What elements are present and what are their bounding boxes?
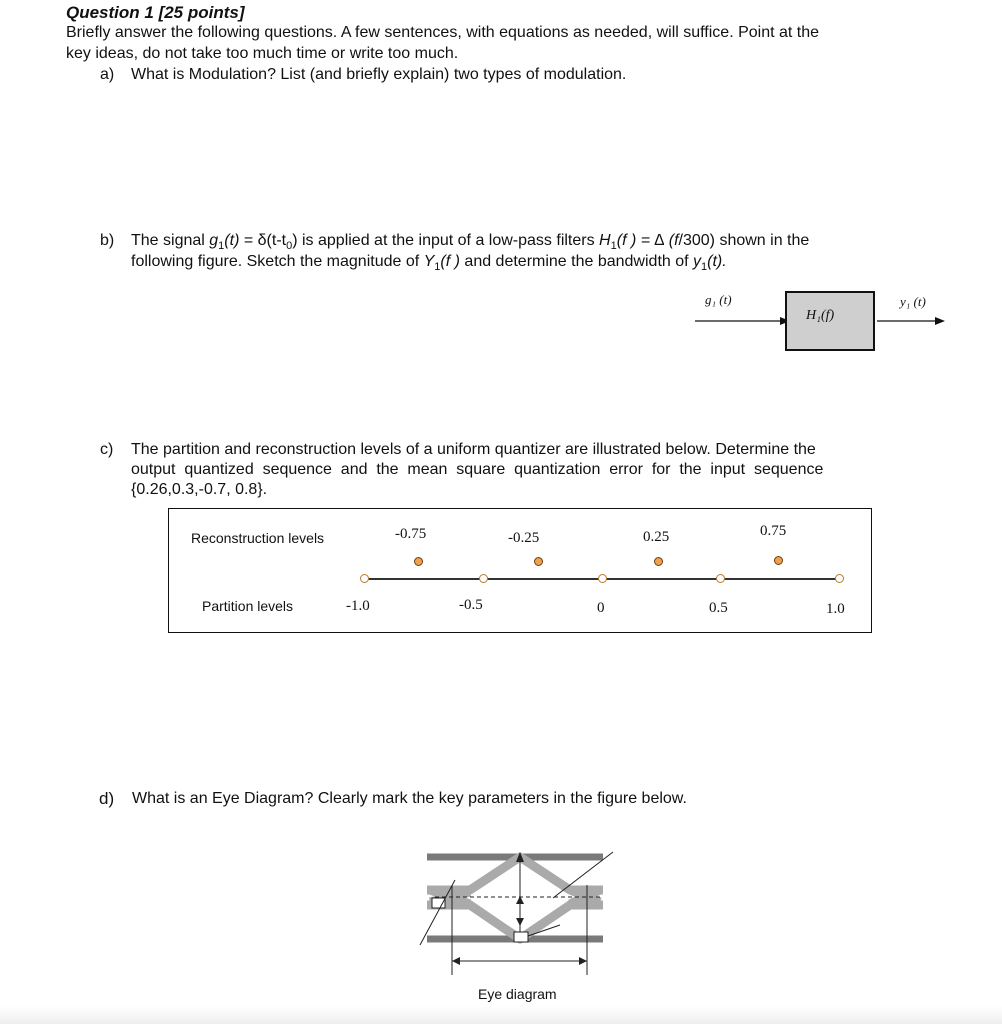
page-bottom-edge xyxy=(0,1006,1002,1024)
eye-diagram-caption: Eye diagram xyxy=(478,986,557,1002)
filter-block-label: H₁(f) xyxy=(806,308,835,323)
part-c-label: c) xyxy=(100,441,114,458)
intro-line-1: Briefly answer the following questions. A few sentences, with equations as needed, will suffice. Point at the xyxy=(66,24,820,41)
reconstruction-levels-title: Reconstruction levels xyxy=(191,530,325,546)
partition-level-2: -0.5 xyxy=(459,597,483,613)
output-signal-label: y₁ (t) xyxy=(900,294,926,309)
eye-diagram xyxy=(410,840,620,980)
partition-dot xyxy=(716,574,725,583)
reconstruction-level-4: 0.75 xyxy=(760,523,787,539)
partition-level-5: 1.0 xyxy=(826,601,845,617)
partition-levels-title: Partition levels xyxy=(202,598,294,614)
part-b-line-1: The signal $g_1(t) = \delta(t-t_0)$ is applied at the input of a low-pass filters $H_1(f$ ) = ∆ (f/300) shown in the xyxy=(131,232,810,253)
part-d-text: What is an Eye Diagram? Clearly mark the key parameters in the figure below. xyxy=(132,790,687,807)
reconstruction-dot xyxy=(534,557,543,566)
part-c-line-1: The partition and reconstruction levels of a uniform quantizer are illustrated below. Determine the xyxy=(131,441,816,458)
partition-level-3: 0 xyxy=(597,600,605,616)
partition-dot xyxy=(598,574,607,583)
input-signal-label: g₁ (t) xyxy=(705,292,732,307)
eye-noise-arrow-down xyxy=(516,918,524,926)
part-b-label: b) xyxy=(100,232,115,249)
reconstruction-level-1: -0.75 xyxy=(395,526,427,542)
reconstruction-level-2: -0.25 xyxy=(508,530,540,546)
eye-period-arrow-left xyxy=(452,957,460,965)
reconstruction-level-3: 0.25 xyxy=(643,529,670,545)
part-a-text: What is Modulation? List (and briefly explain) two types of modulation. xyxy=(131,66,627,83)
part-b-line-2: following figure. Sketch the magnitude of $Y_1(f$ ) and determine the bandwidth of $y_1(t)$. xyxy=(131,253,727,274)
output-arrowhead xyxy=(935,317,945,325)
partition-level-4: 0.5 xyxy=(709,600,728,616)
partition-dot xyxy=(479,574,488,583)
eye-sample-box-bottom xyxy=(514,932,528,942)
part-a-label: a) xyxy=(100,66,115,83)
eye-period-arrow-right xyxy=(579,957,587,965)
partition-dot xyxy=(835,574,844,583)
partition-level-1: -1.0 xyxy=(346,598,370,614)
part-c-line-2: output quantized sequence and the mean square quantization error for the input sequence xyxy=(131,461,824,478)
partition-dot xyxy=(360,574,369,583)
reconstruction-dot xyxy=(654,557,663,566)
part-d-label: d) xyxy=(99,789,115,808)
intro-line-2: key ideas, do not take too much time or write too much. xyxy=(66,45,459,62)
part-c-line-3: {0.26,0.3,-0.7, 0.8}. xyxy=(131,481,268,498)
eye-trace-upper xyxy=(427,857,603,890)
question-title: Question 1 [25 points] xyxy=(66,3,245,22)
reconstruction-dot xyxy=(774,556,783,565)
reconstruction-dot xyxy=(414,557,423,566)
